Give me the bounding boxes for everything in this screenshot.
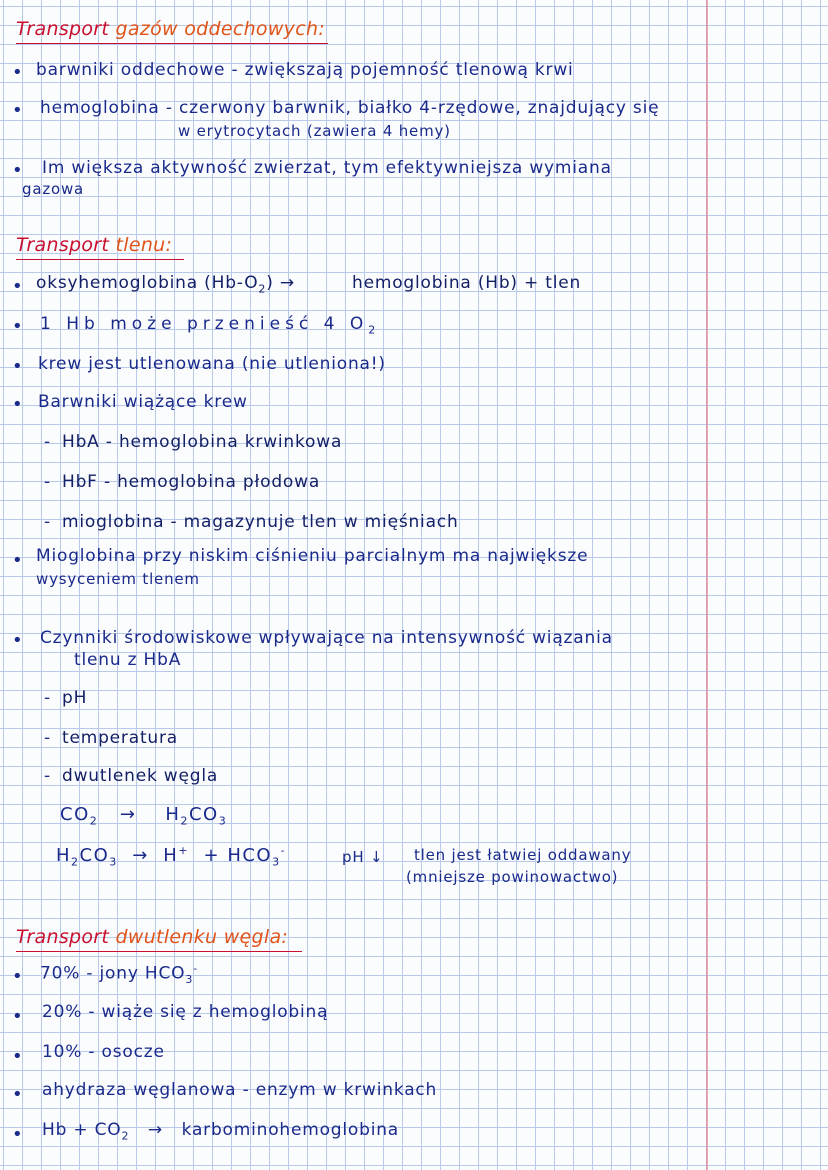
dash: -	[44, 472, 51, 492]
factor-ph: pH	[62, 688, 88, 708]
s3-item-2: 20% - wiąże się z hemoglobiną	[42, 1002, 329, 1022]
s2-item-6-cont: tlenu z HbA	[74, 650, 182, 670]
equation-2: $H_2CO_3 \to H^+ + HCO_3^-$	[56, 844, 287, 869]
s3-item-3: 10% - osocze	[42, 1042, 165, 1062]
heading-gas-transport-b: gazów oddechowych:	[115, 18, 326, 40]
bullet: •	[12, 394, 23, 415]
note-oxygen-release: tlen jest łatwiej oddawany	[414, 846, 632, 864]
bullet: •	[12, 1124, 23, 1145]
s2-item-1-result: hemoglobina (Hb) + tlen	[352, 273, 582, 293]
s3-item-1: 70% - jony $HCO_3^-$	[40, 962, 198, 987]
bullet: •	[12, 1084, 23, 1105]
s2-subitem-3: mioglobina - magazynuje tlen w mięśniach	[62, 512, 459, 532]
bullet: •	[12, 160, 23, 181]
bullet: •	[12, 276, 23, 297]
s2-item-1: oksyhemoglobina $(Hb-O_2)$ →	[36, 273, 295, 296]
s3-item-4: ahydraza węglanowa - enzym w krwinkach	[42, 1080, 438, 1100]
note-affinity: (mniejsze powinowactwo)	[406, 868, 619, 886]
bullet: •	[12, 1006, 23, 1027]
heading-oxygen-transport-b: tlenu:	[115, 234, 173, 256]
bullet: •	[12, 100, 23, 121]
bullet: •	[12, 966, 23, 987]
bullet: •	[12, 630, 23, 651]
dash: -	[44, 512, 51, 532]
s2-item-4: Barwniki wiążące krew	[38, 392, 248, 412]
s3-item-5: $Hb + CO_2$ → karbominohemoglobina	[42, 1120, 400, 1143]
bullet: •	[12, 1046, 23, 1067]
factor-co2: dwutlenek węgla	[62, 766, 219, 786]
heading-gas-transport	[16, 18, 325, 40]
heading-co2-transport-a: Transport	[16, 926, 116, 948]
s2-subitem-2: HbF - hemoglobina płodowa	[62, 472, 321, 492]
s2-item-5-cont: wysyceniem tlenem	[36, 570, 200, 588]
heading-oxygen-transport-a: Transport	[16, 234, 116, 256]
s1-item-2-cont: w erytrocytach (zawiera 4 hemy)	[178, 122, 451, 140]
bullet: •	[12, 62, 23, 83]
dash: -	[44, 432, 51, 452]
heading-oxygen-transport	[16, 234, 172, 256]
margin-line	[706, 0, 708, 1170]
heading-co2-transport	[16, 926, 288, 948]
s2-item-6: Czynniki środowiskowe wpływające na intensywność wiązania	[40, 628, 613, 648]
bullet: •	[12, 316, 23, 337]
s1-item-2: hemoglobina - czerwony barwnik, białko 4-rzędowe, znajdujący się	[40, 98, 660, 118]
heading-co2-transport-b: dwutlenku węgla:	[115, 926, 289, 948]
s2-item-5: Mioglobina przy niskim ciśnieniu parcialnym ma największe	[36, 546, 589, 566]
bullet: •	[12, 550, 23, 571]
dash: -	[44, 766, 51, 786]
s1-item-3-cont: gazowa	[22, 180, 85, 198]
s2-subitem-1: HbA - hemoglobina krwinkowa	[62, 432, 343, 452]
ph-decrease: pH ↓	[342, 848, 384, 866]
s2-item-3: krew jest utlenowana (nie utleniona!)	[38, 354, 386, 374]
factor-temperature: temperatura	[62, 728, 178, 748]
s2-item-2: 1 Hb może przenieść 4 $O_2$	[40, 314, 381, 337]
s1-item-1: barwniki oddechowe - zwiększają pojemność tlenową krwi	[36, 60, 574, 80]
dash: -	[44, 688, 51, 708]
s1-item-3: Im większa aktywność zwierzat, tym efektywniejsza wymiana	[42, 158, 612, 178]
dash: -	[44, 728, 51, 748]
equation-1: $CO_2$ → $H_2CO_3$	[60, 804, 228, 828]
bullet: •	[12, 356, 23, 377]
heading-gas-transport-a: Transport	[16, 18, 116, 40]
